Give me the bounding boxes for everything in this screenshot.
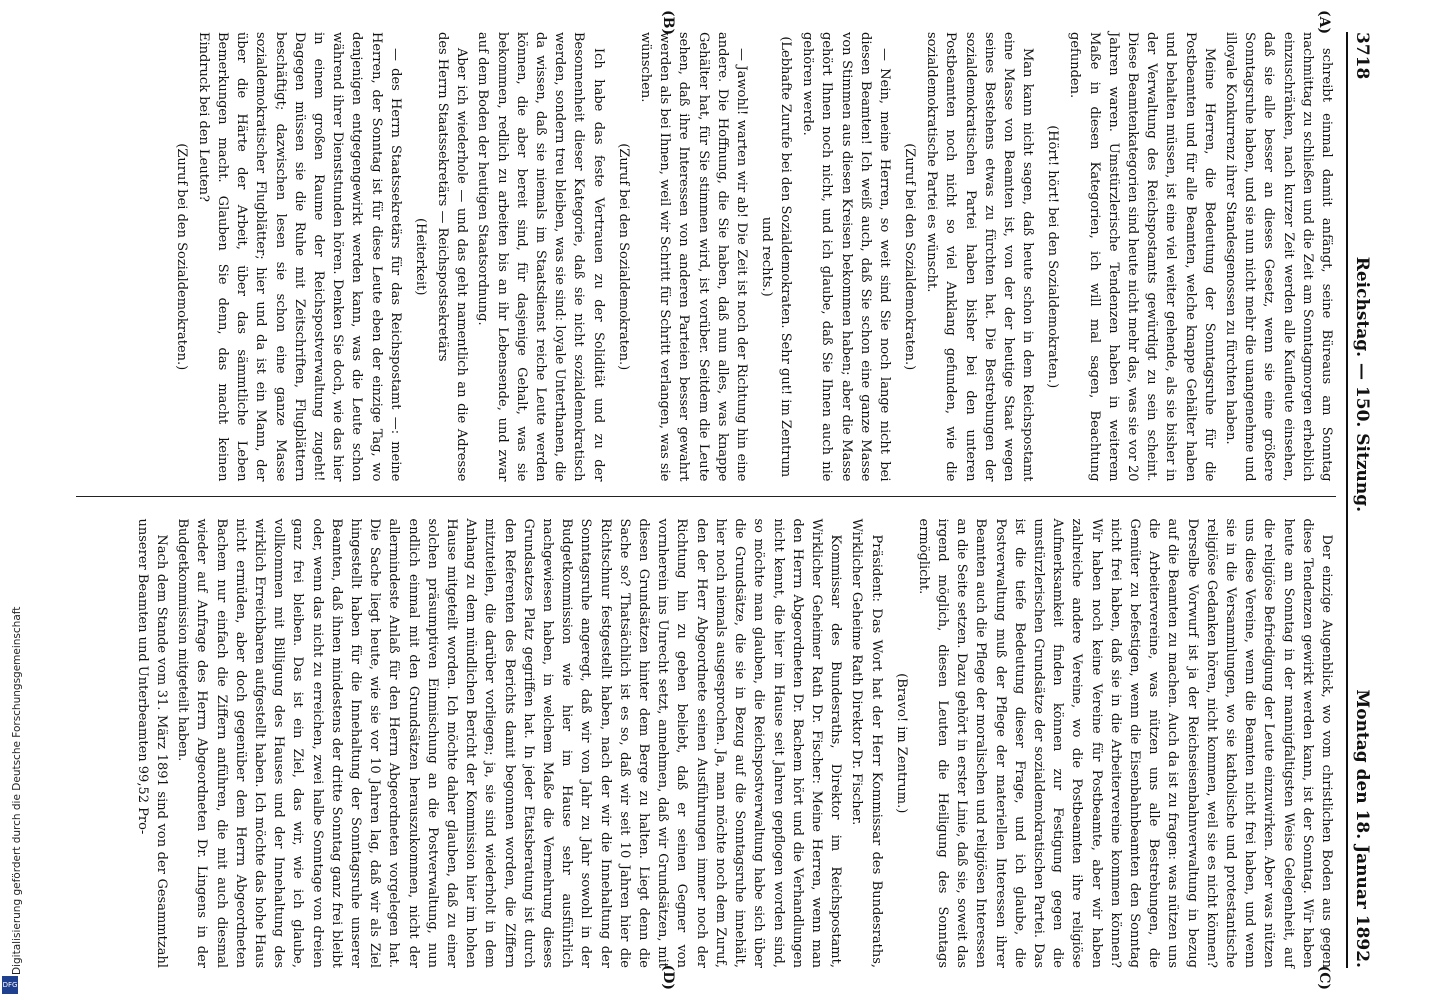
interjection: (Lebhafte Zurufe bei den Sozialdemokraten. Sehr gut! im Zentrum und rechts.): [758, 36, 793, 478]
text-paragraph: Man kann nicht sagen, daß heute schon in dem Reichspostamt eine Masse von Beamten ist, von der der heutige Staat wegen seines Bestehens etwas zu fürchten hat. Die Bestrebungen der sozialdemokratischen Partei haben bisher bei den unteren Postbeamten noch nicht so viel Anklang gefunden, wie die sozialdemokratische Partei es wünscht.: [924, 32, 1036, 482]
page-date: Montag den 18. Januar 1892.: [1352, 689, 1372, 968]
page-number: 3718: [1352, 32, 1372, 80]
interjection: (Bravo! im Zentrum.): [893, 673, 909, 814]
interjection: (Zuruf bei den Sozialdemokraten.): [615, 143, 631, 371]
dfg-logo: DFG: [2, 976, 18, 994]
left-text-column: [76, 10, 1336, 497]
margin-marker-d: (D): [660, 964, 676, 990]
text-paragraph: Der einzige Augenblick, wo vom christlichen Boden aus gegen diese Tendenzen gewirkt werden kann, ist der Sonntag. Wir haben heute am Sonntag in der mannigfaltigsten Weise Gelegenheit, auf die religiöse Befriedigung der Leute einzuwirken. Aber was nützen uns diese Vereine, wenn die Beamten nicht frei haben, und wenn sie in die Versammlungen, wo sie katholische und protestantische religiöse Gedanken hören, nicht kommen, weil sie es nicht können? Derselbe Vorwurf ist ja der Reichseisenbahnverwaltung in bezug auf die Beamten zu machen. Auch da ist zu fragen: was nützen uns die Arbeitervereine, was nützen uns alle Bestrebungen, die Gemüter zu befestigen, wenn die Eisenbahnbeamten den Sonntag nicht frei haben, daß sie in die Arbeitervereine kommen können? Wir haben noch keine Vereine für Postbeamte, aber wir haben zahlreiche andere Vereine, wo die Postbeamten ihre religiöse Aufmerksamkeit finden können zur Festigung gegen die umstürzlerischen Grundsätze der sozialdemokratischen Partei. Das ist die tiefe Bedeutung dieser Frage, und ich glaube, die Postverwaltung muß der Pflege der materiellen Interessen ihrer Beamten auch die Pflege der moralischen und religiösen Interessen an die Seite setzen. Dazu gehört in erster Linie, daß sie, soweit das irgend möglich, diesen Leuten die Heiligung des Sonntags ermöglicht.: [915, 518, 1334, 968]
margin-marker-a: (A): [1316, 10, 1332, 35]
text-paragraph: Ich habe das feste Vertrauen zu der Solidität und zu der Besonnenheit dieser Kategorie, daß sie nicht sozialdemokratisch werden, sondern treu bleiben, was sie sind: loyale Unterthanen, die da wissen, daß sie niemals im Staatsdienst reiche Leute werden können, die aber bereit sind, für dasjenige Gehalt, was sie bekommen, redlich zu arbeiten bis an ihr Lebensende, und zwar auf dem Boden der heutigen Staatsordnung.: [475, 32, 606, 482]
interjection: (Heiterkeit): [412, 218, 428, 296]
text-paragraph: — des Herrn Staatssekretärs für das Reichspostamt —: meine Herren, der Sonntag ist für diese Leute eben der einzige Tag, wo denjenigen entgegengewirkt werden kann, was die Leute schon während ihrer Dienststunden hören. Denken Sie doch, wie das hier in einem großen Raume der Reichspostverwaltung zugeht! Dagegen müssen sie die Ruhe mit Zeitschriften, Flugblättern beschäftigt; dazwischen lesen sie schon eine ganze Masse sozialdemokratischer Flugblätter; hier und da ist ein Mann, der über die Härte der Arbeit, über das sämmtliche Leben Bemerkungen macht. Glauben Sie denn, das macht keinen Eindruck bei den Leuten?: [195, 32, 403, 482]
text-paragraph: Kommissar des Bundesraths, Direktor im Reichspostamt, Wirklicher Geheimer Rath Dr. Fischer: Meine Herren, wenn man den Herrn Abgeordneten Dr. Bachem hört und die Verhandlungen nicht kennt, die hier im Hause seit Jahren gepflogen worden sind, so möchte man glauben, die Reichspostverwaltung habe sich über die Grundsätze, die sie in Bezug auf die Sonntagsruhe innehält, hier noch niemals ausgesprochen. Ja, man möchte noch dem Zuruf, den der Herr Abgeordnete seinen Ausführungen immer noch der Richtung hin zu geben beliebt, daß er seinen Gegner von vornherein ins Unrecht setzt, annehmen, daß wir Grundsätzen, mit diesen Grundsätzen hinter dem Berge zu halten. Liegt denn die Sache so? Thatsächlich ist es so, daß wir seit 10 Jahren hier die Richtschnur festgestellt haben, nach der wir die Innehaltung der Sonntagsruhe angeregt, daß wir von Jahr zu Jahr sowohl in der Budgetkommission wie hier im Hause sehr ausführlich nachgewiesen haben, in welchem Maße die Vermehrung dieses Grundsatzes Platz gegriffen hat. In jeder Etatsberatung ist durch den Referenten des Berichts damit begonnen worden, die Ziffern mitzuteilen, die darüber vorliegen; ja, sie sind wiederholt in dem Anhang zu dem mündlichen Bericht der Kommission hier im hohen Hause mitgeteilt worden. Ich möchte daher glauben, daß zu einer solchen präsumptiven Einmischung an die Postverwaltung, nun endlich einmal mit den Grundsätzen herauszukommen, nicht der allermindeste Anlaß für den Herrn Abgeordneten vorgelegen hat. Die Sache liegt heute, wie sie vor 10 Jahren lag, daß wir als Ziel hingestellt haben für die Innehaltung der Sonntagsruhe unserer Beamten, daß ihnen mindestens der dritte Sonntag ganz frei bleibt oder, wenn das nicht zu erreichen, zwei halbe Sonntage von dreien ganz frei bleiben. Das ist ein Ziel, das wir, wie ich glaube, vollkommen mit Billigung des Hauses und der Innehaltung des wirklich Erreichbaren aufgestellt haben. Ich möchte das hohe Haus nicht ermüden, aber doch gegenüber dem Herrn Abgeordneten Bachem nur einfach die Ziffern anführen, die mit auch diesmal wieder auf Anfrage des Herrn Abgeordneten Dr. Lingens in der Budgetkommission mitgeteilt haben.: [175, 518, 844, 968]
margin-marker-b: (B): [660, 10, 676, 36]
digitization-footer: [0, 0, 22, 1000]
digitization-credit: Digitalisierung gefördert durch die Deutsche Forschungsgemeinschaft: [11, 606, 23, 975]
interjection: (Zuruf bei den Sozialdemokraten.): [173, 143, 189, 371]
interjection: (Hört! hört! bei den Sozialdemokraten.): [1045, 125, 1061, 389]
page-title: Reichstag. — 150. Sitzung.: [1352, 256, 1372, 513]
text-paragraph: — Jawohl! warten wir ab! Die Zeit ist noch der Richtung hin eine andere. Die Hoffnung, die Sie haben, daß nun alles, was knappe Gehälter hat, für Sie stimmen wird, ist vorüber. Seitdem die Leute sehen, daß ihre Interessen von anderen Parteien besser gewahrt werden als bei Ihnen, weil wir Schritt für Schritt verlangen, was sie wünschen.: [637, 32, 749, 482]
text-paragraph: Präsident: Das Wort hat der Herr Kommissar des Bundesraths, Wirklicher Geheime Rath Direktor Dr. Fischer.: [849, 518, 884, 968]
text-paragraph: Meine Herren, die Bedeutung der Sonntagsruhe für die Postbeamten und für alle Beamten, welche knappe Gehälter haben und behalten müssen, ist eine viel weiter gehende, als sie bisher in der Verwaltung des Reichspostamts gewürdigt zu sein scheint. Diese Beamtenkategorien sind heute nicht mehr das, was sie vor 20 Jahren waren. Umstürzlerische Tendenzen haben in weiterem Maße in diesen Kategorien, ich will mal sagen, Beachtung gefunden.: [1067, 32, 1217, 482]
page-header: [1346, 32, 1372, 968]
right-text-column: [76, 518, 1336, 990]
text-paragraph: schreibt einmal damit anfängt, seine Büreaus am Sonntag nachmittag zu schließen und die Zeit am Sonntagmorgen erheblich einzuschränken, nach kurzer Zeit werden alle Kaufleute einsehen, daß sie alle besser an dieses Gesetz, wenn sie eine größere Sonntagsruhe haben, und sie nun nicht mehr die unangenehme und illoyale Konkurrenz ihrer Standesgenossen zu fürchten haben.: [1222, 32, 1334, 482]
text-paragraph: Aber ich wiederhole — und das geht namentlich an die Adresse des Herrn Staatssekretärs — Reichspostsekretärs: [435, 32, 470, 482]
interjection: (Zuruf bei den Sozialdemokraten.): [901, 143, 917, 371]
text-paragraph: Nach dem Stande vom 31. März 1891 sind von der Gesammtzahl unserer Beamten und Unterbeamten 99,52 Pro-: [134, 518, 170, 968]
text-paragraph: — Nein, meine Herren, so weit sind Sie noch lange nicht bei diesen Beamten! Ich weiß auch, daß Sie schon eine ganze Masse von Stimmen aus diesen Kreisen bekommen haben; aber die Masse gehört Ihnen noch nicht, und ich glaube, daß Sie Ihnen auch nie gehören werde.: [800, 32, 892, 482]
margin-marker-c: (C): [1316, 965, 1332, 990]
document-page: [46, 10, 1386, 990]
